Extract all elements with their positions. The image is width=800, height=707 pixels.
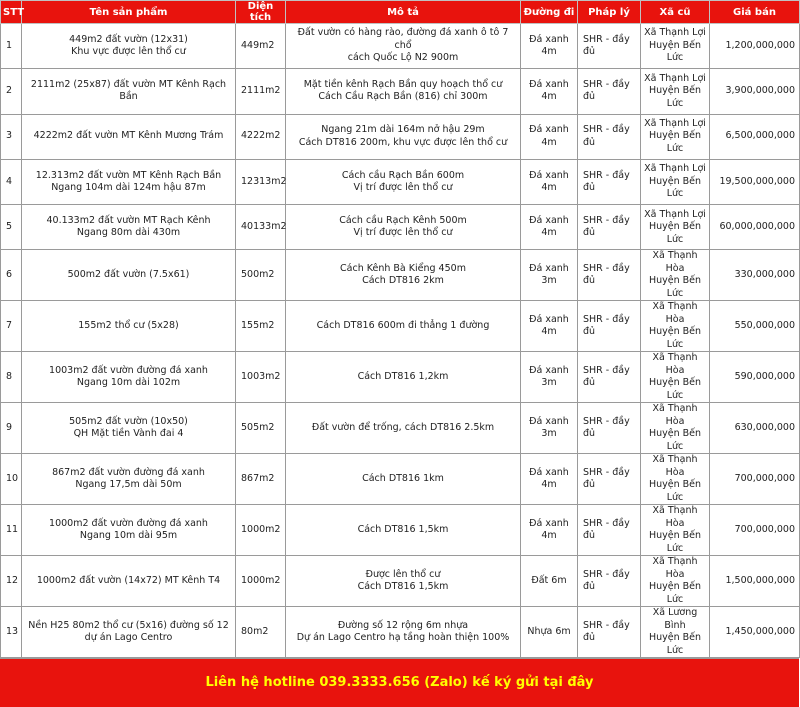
cell-road: Đất 6m (521, 556, 578, 607)
cell-description: Được lên thổ cư Cách DT816 1,5km (286, 556, 521, 607)
table-row (1, 250, 800, 301)
cell-legal: SHR - đầy đủ (578, 114, 641, 159)
cell-price: 1,500,000,000 (710, 556, 800, 607)
cell-legal: SHR - đầy đủ (578, 24, 641, 69)
cell-stt: 4 (1, 159, 22, 204)
hotline-banner: Liên hệ hotline 039.3333.656 (Zalo) kế ký gửi tại đây (0, 658, 799, 707)
cell-legal: SHR - đầy đủ (578, 556, 641, 607)
cell-commune: Xã Thạnh Lợi Huyện Bến Lức (641, 114, 710, 159)
cell-description: Cách DT816 1,2km (286, 352, 521, 403)
cell-price: 60,000,000,000 (710, 205, 800, 250)
cell-product-name: 1000m2 đất vườn (14x72) MT Kênh T4 (22, 556, 236, 607)
cell-area: 80m2 (236, 607, 286, 658)
cell-commune: Xã Thạnh Lợi Huyện Bến Lức (641, 69, 710, 114)
cell-description: Cách Kênh Bà Kiểng 450m Cách DT816 2km (286, 250, 521, 301)
cell-area: 1000m2 (236, 505, 286, 556)
cell-description: Cách cầu Rạch Bần 600m Vị trí được lên thổ cư (286, 159, 521, 204)
cell-price: 700,000,000 (710, 505, 800, 556)
cell-legal: SHR - đầy đủ (578, 301, 641, 352)
cell-product-name: 867m2 đất vườn đường đá xanh Ngang 17,5m dài 50m (22, 454, 236, 505)
table-row (1, 403, 800, 454)
cell-stt: 5 (1, 205, 22, 250)
cell-road: Đá xanh 4m (521, 301, 578, 352)
cell-road: Đá xanh 3m (521, 250, 578, 301)
cell-stt: 9 (1, 403, 22, 454)
cell-description: Đất vườn có hàng rào, đường đá xanh ô tô 7 chổ cách Quốc Lộ N2 900m (286, 24, 521, 69)
cell-legal: SHR - đầy đủ (578, 505, 641, 556)
cell-product-name: 12.313m2 đất vườn MT Kênh Rạch Bần Ngang 104m dài 124m hậu 87m (22, 159, 236, 204)
cell-commune: Xã Thạnh Hòa Huyện Bến Lức (641, 505, 710, 556)
cell-commune: Xã Thạnh Hòa Huyện Bến Lức (641, 352, 710, 403)
cell-stt: 13 (1, 607, 22, 658)
cell-commune: Xã Thạnh Lợi Huyện Bến Lức (641, 24, 710, 69)
cell-stt: 2 (1, 69, 22, 114)
cell-price: 19,500,000,000 (710, 159, 800, 204)
header-legal: Pháp lý (578, 1, 641, 24)
table-row (1, 159, 800, 204)
cell-road: Đá xanh 4m (521, 24, 578, 69)
table-row (1, 301, 800, 352)
cell-stt: 7 (1, 301, 22, 352)
cell-description: Đất vườn để trống, cách DT816 2.5km (286, 403, 521, 454)
cell-legal: SHR - đầy đủ (578, 607, 641, 658)
cell-commune: Xã Lương Bình Huyện Bến Lức (641, 607, 710, 658)
cell-area: 505m2 (236, 403, 286, 454)
cell-description: Cách cầu Rạch Kênh 500m Vị trí được lên thổ cư (286, 205, 521, 250)
cell-price: 1,450,000,000 (710, 607, 800, 658)
cell-product-name: 500m2 đất vườn (7.5x61) (22, 250, 236, 301)
cell-stt: 8 (1, 352, 22, 403)
table-row (1, 114, 800, 159)
cell-stt: 10 (1, 454, 22, 505)
table-row (1, 556, 800, 607)
header-price: Giá bán (710, 1, 800, 24)
header-description: Mô tả (286, 1, 521, 24)
cell-price: 590,000,000 (710, 352, 800, 403)
cell-product-name: Nền H25 80m2 thổ cư (5x16) đường số 12 dự án Lago Centro (22, 607, 236, 658)
cell-price: 330,000,000 (710, 250, 800, 301)
cell-commune: Xã Thạnh Lợi Huyện Bến Lức (641, 159, 710, 204)
header-road: Đường đi (521, 1, 578, 24)
cell-commune: Xã Thạnh Hòa Huyện Bến Lức (641, 301, 710, 352)
cell-commune: Xã Thạnh Hòa Huyện Bến Lức (641, 556, 710, 607)
table-row (1, 352, 800, 403)
cell-road: Đá xanh 4m (521, 205, 578, 250)
cell-area: 500m2 (236, 250, 286, 301)
table-row (1, 24, 800, 69)
cell-stt: 3 (1, 114, 22, 159)
cell-commune: Xã Thạnh Hòa Huyện Bến Lức (641, 403, 710, 454)
cell-product-name: 2111m2 (25x87) đất vườn MT Kênh Rạch Bần (22, 69, 236, 114)
cell-price: 1,200,000,000 (710, 24, 800, 69)
cell-area: 867m2 (236, 454, 286, 505)
cell-area: 40133m2 (236, 205, 286, 250)
cell-description: Cách DT816 1km (286, 454, 521, 505)
cell-area: 155m2 (236, 301, 286, 352)
cell-legal: SHR - đầy đủ (578, 454, 641, 505)
cell-road: Đá xanh 3m (521, 403, 578, 454)
cell-description: Cách DT816 600m đi thẳng 1 đường (286, 301, 521, 352)
cell-price: 6,500,000,000 (710, 114, 800, 159)
cell-price: 630,000,000 (710, 403, 800, 454)
cell-legal: SHR - đầy đủ (578, 159, 641, 204)
cell-price: 3,900,000,000 (710, 69, 800, 114)
cell-legal: SHR - đầy đủ (578, 352, 641, 403)
cell-commune: Xã Thạnh Hòa Huyện Bến Lức (641, 454, 710, 505)
cell-legal: SHR - đầy đủ (578, 205, 641, 250)
cell-stt: 11 (1, 505, 22, 556)
cell-area: 4222m2 (236, 114, 286, 159)
cell-area: 1000m2 (236, 556, 286, 607)
cell-road: Đá xanh 4m (521, 454, 578, 505)
cell-description: Ngang 21m dài 164m nở hậu 29m Cách DT816 200m, khu vực được lên thổ cư (286, 114, 521, 159)
cell-stt: 6 (1, 250, 22, 301)
cell-legal: SHR - đầy đủ (578, 403, 641, 454)
header-product-name: Tên sản phẩm (22, 1, 236, 24)
cell-area: 449m2 (236, 24, 286, 69)
table-row (1, 454, 800, 505)
cell-stt: 12 (1, 556, 22, 607)
cell-description: Đường số 12 rộng 6m nhựa Dự án Lago Centro hạ tầng hoàn thiện 100% (286, 607, 521, 658)
cell-road: Đá xanh 4m (521, 159, 578, 204)
cell-product-name: 40.133m2 đất vườn MT Rạch Kênh Ngang 80m dài 430m (22, 205, 236, 250)
table-row (1, 505, 800, 556)
cell-area: 1003m2 (236, 352, 286, 403)
cell-product-name: 505m2 đất vườn (10x50) QH Mặt tiền Vành đai 4 (22, 403, 236, 454)
cell-commune: Xã Thạnh Lợi Huyện Bến Lức (641, 205, 710, 250)
cell-area: 12313m2 (236, 159, 286, 204)
cell-product-name: 1003m2 đất vườn đường đá xanh Ngang 10m dài 102m (22, 352, 236, 403)
cell-road: Đá xanh 4m (521, 69, 578, 114)
cell-product-name: 155m2 thổ cư (5x28) (22, 301, 236, 352)
cell-road: Đá xanh 4m (521, 114, 578, 159)
cell-area: 2111m2 (236, 69, 286, 114)
cell-description: Cách DT816 1,5km (286, 505, 521, 556)
cell-road: Đá xanh 4m (521, 505, 578, 556)
cell-price: 550,000,000 (710, 301, 800, 352)
cell-stt: 1 (1, 24, 22, 69)
table-row (1, 607, 800, 658)
cell-road: Nhựa 6m (521, 607, 578, 658)
cell-product-name: 1000m2 đất vườn đường đá xanh Ngang 10m dài 95m (22, 505, 236, 556)
cell-product-name: 4222m2 đất vườn MT Kênh Mương Trám (22, 114, 236, 159)
table-row (1, 205, 800, 250)
cell-product-name: 449m2 đất vườn (12x31) Khu vực được lên thổ cư (22, 24, 236, 69)
header-stt: STT (1, 1, 22, 24)
header-commune: Xã cũ (641, 1, 710, 24)
cell-description: Mặt tiền kênh Rạch Bần quy hoạch thổ cư Cách Cầu Rạch Bần (816) chỉ 300m (286, 69, 521, 114)
header-area: Diện tích (236, 1, 286, 24)
cell-commune: Xã Thạnh Hòa Huyện Bến Lức (641, 250, 710, 301)
cell-road: Đá xanh 3m (521, 352, 578, 403)
cell-legal: SHR - đầy đủ (578, 250, 641, 301)
cell-legal: SHR - đầy đủ (578, 69, 641, 114)
table-row (1, 69, 800, 114)
cell-price: 700,000,000 (710, 454, 800, 505)
header-row (1, 1, 800, 24)
